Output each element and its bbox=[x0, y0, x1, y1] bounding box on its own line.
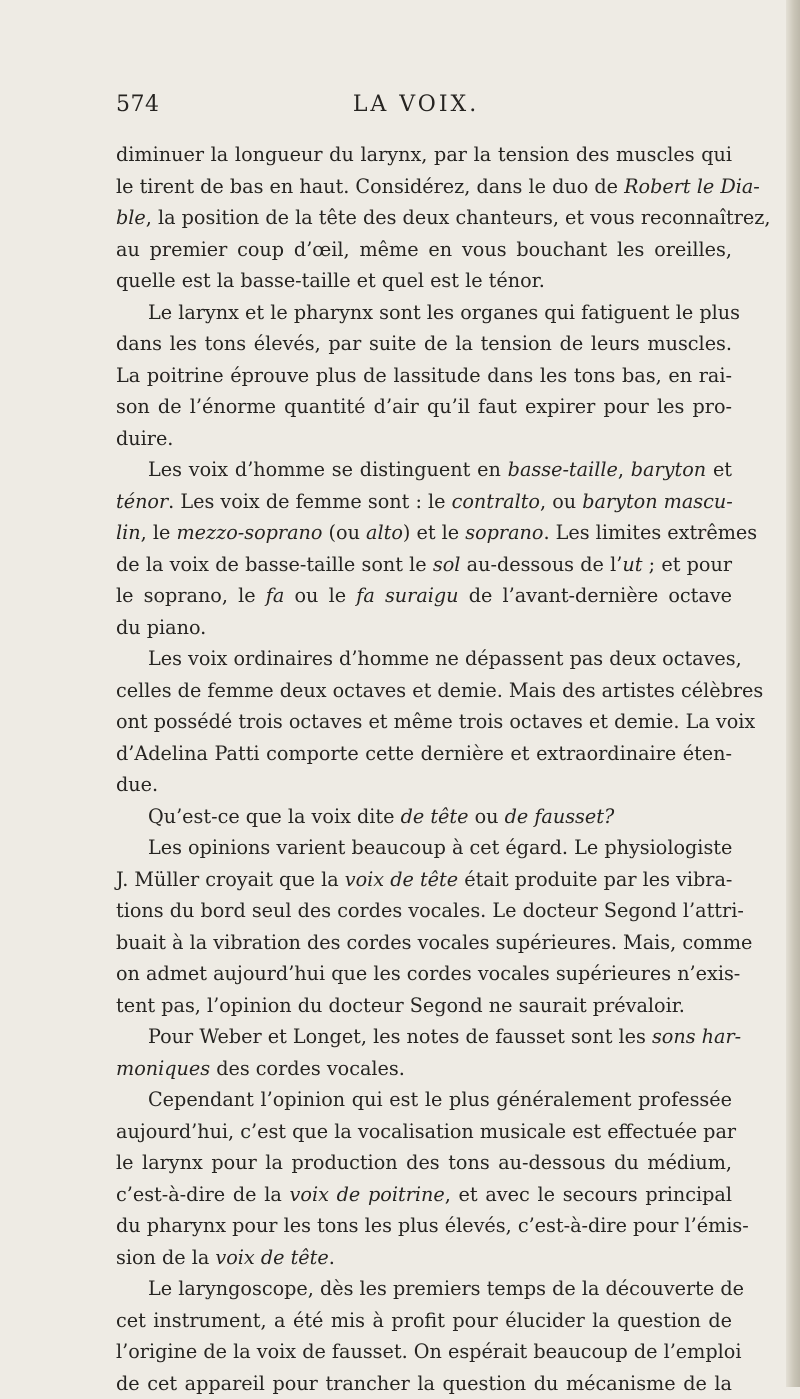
text-segment: Le larynx et le pharynx sont les organes qui fatiguent le plus bbox=[148, 301, 740, 324]
text-line bbox=[116, 1179, 732, 1211]
text-line bbox=[116, 1336, 732, 1368]
text-segment: l’origine de la voix de fausset. On espérait beaucoup de l’emploi bbox=[116, 1340, 741, 1363]
text-line bbox=[116, 643, 732, 675]
text-line bbox=[116, 990, 732, 1022]
text-segment: diminuer la longueur du larynx, par la tension des muscles qui bbox=[116, 143, 732, 166]
text-segment: duire. bbox=[116, 427, 173, 450]
italic-text: soprano bbox=[465, 521, 543, 544]
text-segment: de cet appareil pour trancher la question du mécanisme de la bbox=[116, 1372, 732, 1395]
page-header bbox=[116, 92, 716, 132]
text-line bbox=[116, 234, 732, 266]
text-line bbox=[116, 769, 732, 801]
text-line bbox=[116, 549, 732, 581]
text-line bbox=[116, 1116, 732, 1148]
text-line bbox=[116, 517, 732, 549]
text-segment: Les opinions varient beaucoup à cet égard. Le physiologiste bbox=[148, 836, 732, 859]
text-segment: , le bbox=[141, 521, 177, 544]
text-segment: son de l’énorme quantité d’air qu’il faut expirer pour les pro- bbox=[116, 395, 732, 418]
text-segment: du pharynx pour les tons les plus élevés, c’est-à-dire pour l’émis- bbox=[116, 1214, 749, 1237]
italic-text: mezzo-soprano bbox=[176, 521, 322, 544]
text-line bbox=[116, 801, 732, 833]
text-segment: ou le bbox=[284, 584, 356, 607]
text-segment: due. bbox=[116, 773, 158, 796]
text-segment: . Les voix de femme sont : le bbox=[168, 490, 451, 513]
italic-text: baryton bbox=[631, 458, 706, 481]
text-segment: (ou bbox=[322, 521, 366, 544]
italic-text: Robert le Dia- bbox=[624, 175, 760, 198]
text-segment: J. Müller croyait que la bbox=[116, 868, 345, 891]
text-line bbox=[116, 202, 732, 234]
text-line bbox=[116, 580, 732, 612]
text-segment: , et avec le secours principal bbox=[445, 1183, 732, 1206]
text-line bbox=[116, 1305, 732, 1337]
text-segment: de la voix de basse-taille sont le bbox=[116, 553, 433, 576]
text-segment: le tirent de bas en haut. Considérez, dans le duo de bbox=[116, 175, 624, 198]
text-line bbox=[116, 171, 732, 203]
text-segment: on admet aujourd’hui que les cordes vocales supérieures n’exis- bbox=[116, 962, 740, 985]
italic-text: voix de poitrine bbox=[290, 1183, 445, 1206]
body-text bbox=[116, 139, 732, 1399]
text-segment: ou bbox=[468, 805, 504, 828]
text-segment: , bbox=[618, 458, 631, 481]
text-line bbox=[116, 1147, 732, 1179]
text-segment: Les voix d’homme se distinguent en bbox=[148, 458, 508, 481]
text-line bbox=[116, 1021, 732, 1053]
text-line bbox=[116, 265, 732, 297]
text-segment: de l’avant-dernière octave bbox=[459, 584, 732, 607]
text-segment: tions du bord seul des cordes vocales. Le docteur Segond l’attri- bbox=[116, 899, 744, 922]
text-line bbox=[116, 738, 732, 770]
italic-text: baryton mascu- bbox=[582, 490, 733, 513]
text-segment: ; et pour bbox=[642, 553, 732, 576]
text-line bbox=[116, 1273, 732, 1305]
italic-text: voix de tête bbox=[345, 868, 458, 891]
text-line bbox=[116, 895, 732, 927]
italic-text: sol bbox=[433, 553, 461, 576]
text-segment: le larynx pour la production des tons au-dessous du médium, bbox=[116, 1151, 732, 1174]
italic-text: ut bbox=[622, 553, 642, 576]
text-segment: du piano. bbox=[116, 616, 206, 639]
italic-text: basse-taille bbox=[508, 458, 618, 481]
italic-text: moniques bbox=[116, 1057, 210, 1080]
text-line bbox=[116, 612, 732, 644]
text-line bbox=[116, 139, 732, 171]
text-segment: Le laryngoscope, dès les premiers temps de la découverte de bbox=[148, 1277, 744, 1300]
text-segment: . Les limites extrêmes bbox=[543, 521, 757, 544]
italic-text: de fausset? bbox=[505, 805, 615, 828]
text-line bbox=[116, 297, 732, 329]
text-segment: ) et le bbox=[403, 521, 465, 544]
text-segment: ont possédé trois octaves et même trois octaves et demie. La voix bbox=[116, 710, 755, 733]
text-segment: dans les tons élevés, par suite de la tension de leurs muscles. bbox=[116, 332, 732, 355]
text-line bbox=[116, 864, 732, 896]
text-line bbox=[116, 1368, 732, 1399]
text-segment: sion de la bbox=[116, 1246, 215, 1269]
text-line bbox=[116, 328, 732, 360]
text-line bbox=[116, 832, 732, 864]
text-segment: La poitrine éprouve plus de lassitude dans les tons bas, en rai- bbox=[116, 364, 732, 387]
text-segment: Pour Weber et Longet, les notes de fausset sont les bbox=[148, 1025, 652, 1048]
italic-text: ble bbox=[116, 206, 146, 229]
text-segment: au premier coup d’œil, même en vous bouchant les oreilles, bbox=[116, 238, 732, 261]
italic-text: fa bbox=[266, 584, 285, 607]
text-line bbox=[116, 423, 732, 455]
text-segment: et bbox=[706, 458, 732, 481]
text-segment: quelle est la basse-taille et quel est le ténor. bbox=[116, 269, 545, 292]
text-line bbox=[116, 1084, 732, 1116]
italic-text: sons har- bbox=[652, 1025, 741, 1048]
page-edge bbox=[786, 0, 800, 1387]
text-line bbox=[116, 927, 732, 959]
italic-text: de tête bbox=[401, 805, 469, 828]
text-segment: tent pas, l’opinion du docteur Segond ne saurait prévaloir. bbox=[116, 994, 685, 1017]
text-segment: des cordes vocales. bbox=[210, 1057, 405, 1080]
text-line bbox=[116, 706, 732, 738]
text-segment: au-dessous de l’ bbox=[460, 553, 622, 576]
text-line bbox=[116, 675, 732, 707]
text-segment: , la position de la tête des deux chanteurs, et vous reconnaîtrez, bbox=[146, 206, 771, 229]
text-segment: cet instrument, a été mis à profit pour élucider la question de bbox=[116, 1309, 732, 1332]
text-line bbox=[116, 486, 732, 518]
text-segment: buait à la vibration des cordes vocales supérieures. Mais, comme bbox=[116, 931, 752, 954]
italic-text: voix de tête bbox=[215, 1246, 328, 1269]
text-segment: Les voix ordinaires d’homme ne dépassent pas deux octaves, bbox=[148, 647, 742, 670]
text-line bbox=[116, 360, 732, 392]
running-title: LA VOIX. bbox=[116, 92, 716, 117]
page-number: 574 bbox=[116, 92, 160, 117]
italic-text: alto bbox=[366, 521, 403, 544]
text-segment: d’Adelina Patti comporte cette dernière et extraordinaire éten- bbox=[116, 742, 732, 765]
italic-text: ténor bbox=[116, 490, 168, 513]
text-line bbox=[116, 454, 732, 486]
text-segment: Qu’est-ce que la voix dite bbox=[148, 805, 401, 828]
text-segment: , ou bbox=[540, 490, 582, 513]
text-segment: Cependant l’opinion qui est le plus généralement professée bbox=[148, 1088, 732, 1111]
text-segment: aujourd’hui, c’est que la vocalisation musicale est effectuée par bbox=[116, 1120, 736, 1143]
text-segment: . bbox=[329, 1246, 335, 1269]
text-segment: était produite par les vibra- bbox=[458, 868, 732, 891]
text-line bbox=[116, 1210, 732, 1242]
text-segment: celles de femme deux octaves et demie. Mais des artistes célèbres bbox=[116, 679, 763, 702]
italic-text: contralto bbox=[452, 490, 540, 513]
text-line bbox=[116, 391, 732, 423]
text-segment: le soprano, le bbox=[116, 584, 266, 607]
italic-text: fa suraigu bbox=[356, 584, 458, 607]
text-segment: c’est-à-dire de la bbox=[116, 1183, 290, 1206]
text-line bbox=[116, 1053, 732, 1085]
text-line bbox=[116, 958, 732, 990]
text-line bbox=[116, 1242, 732, 1274]
italic-text: lin bbox=[116, 521, 141, 544]
